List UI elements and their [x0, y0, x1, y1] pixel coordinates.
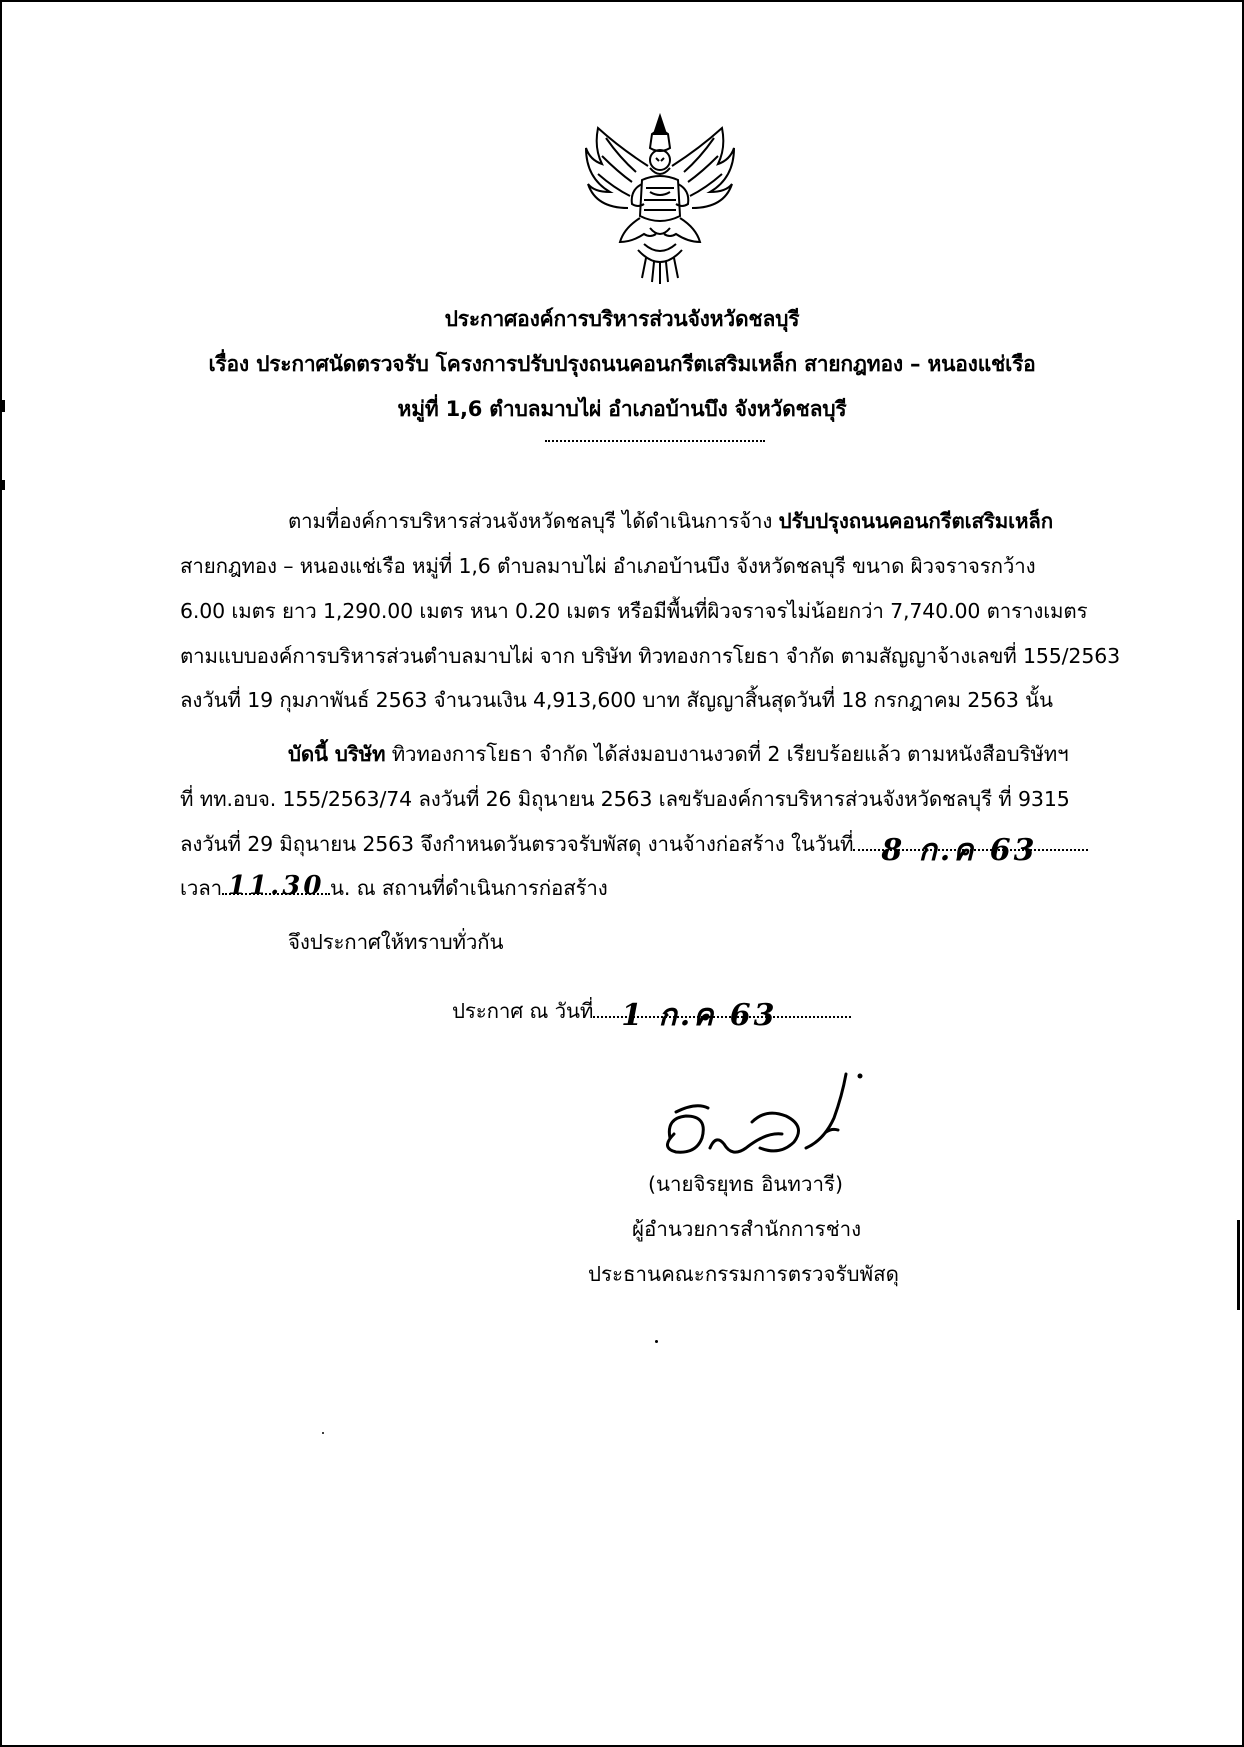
scan-speck: [655, 1340, 658, 1343]
para1-line3: 6.00 เมตร ยาว 1,290.00 เมตร หนา 0.20 เมตร หรือมีพื้นที่ผิวจราจรไม่น้อยกว่า 7,740.00 ตารางเมตร: [180, 599, 1088, 623]
scan-edge-mark: [2, 480, 5, 490]
signatory-name: (นายจิรยุทธ อินทวารี): [648, 1172, 843, 1196]
para2-line3: ลงวันที่ 29 มิถุนายน 2563 จึงกำหนดวันตรวจรับพัสดุ งานจ้างก่อสร้าง ในวันที่ 8 ก.ค 63: [180, 828, 1088, 861]
signatory-role: ประธานคณะกรรมการตรวจรับพัสดุ: [588, 1262, 899, 1286]
scan-edge-mark: [2, 400, 5, 412]
handwritten-inspection-date: 8 ก.ค 63: [881, 833, 1038, 868]
para2-line2: ที่ ทท.อบจ. 155/2563/74 ลงวันที่ 26 มิถุนายน 2563 เลขรับองค์การบริหารส่วนจังหวัดชลบุรี ที่ 9315: [180, 787, 1070, 811]
announcement-subject: เรื่อง ประกาศนัดตรวจรับ โครงการปรับปรุงถนนคอนกรีตเสริมเหล็ก สายกฎทอง – หนองแช่เรือ: [208, 352, 1036, 376]
announcement-location: หมู่ที่ 1,6 ตำบลมาบไผ่ อำเภอบ้านบึง จังหวัดชลบุรี: [397, 397, 847, 421]
handwritten-inspection-time: 11.30: [228, 871, 325, 901]
scan-edge-mark: [1237, 1220, 1240, 1310]
para1-line2: สายกฎทอง – หนองแช่เรือ หมู่ที่ 1,6 ตำบลมาบไผ่ อำเภอบ้านบึง จังหวัดชลบุรี ขนาด ผิวจราจรกว้าง: [180, 554, 1036, 578]
scan-speck: [322, 1432, 324, 1434]
signatory-position: ผู้อำนวยการสำนักการช่าง: [632, 1217, 862, 1241]
para1-line5: ลงวันที่ 19 กุมภาพันธ์ 2563 จำนวนเงิน 4,913,600 บาท สัญญาสิ้นสุดวันที่ 18 กรกฎาคม 2563 นั้น: [180, 688, 1053, 712]
handwritten-announcement-date: 1 ก.ค 63: [621, 998, 778, 1033]
announcement-date-line: ประกาศ ณ วันที่ 1 ก.ค 63: [452, 995, 851, 1028]
para1-line1: ตามที่องค์การบริหารส่วนจังหวัดชลบุรี ได้ดำเนินการจ้าง ปรับปรุงถนนคอนกรีตเสริมเหล็ก: [288, 509, 1053, 533]
closing-statement: จึงประกาศให้ทราบทั่วกัน: [288, 930, 504, 954]
announcement-title: ประกาศองค์การบริหารส่วนจังหวัดชลบุรี: [444, 307, 800, 331]
para1-line4: ตามแบบองค์การบริหารส่วนตำบลมาบไผ่ จาก บริษัท ทิวทองการโยธา จำกัด ตามสัญญาจ้างเลขที่ 155/2563: [180, 644, 1120, 668]
garuda-emblem: [580, 108, 740, 288]
para2-line4: เวลา 11.30 น. ณ สถานที่ดำเนินการก่อสร้าง: [180, 871, 608, 901]
para2-line1: บัดนี้ บริษัท ทิวทองการโยธา จำกัด ได้ส่งมอบงานงวดที่ 2 เรียบร้อยแล้ว ตามหนังสือบริษัทฯ: [288, 742, 1069, 766]
header-separator: [545, 440, 765, 442]
